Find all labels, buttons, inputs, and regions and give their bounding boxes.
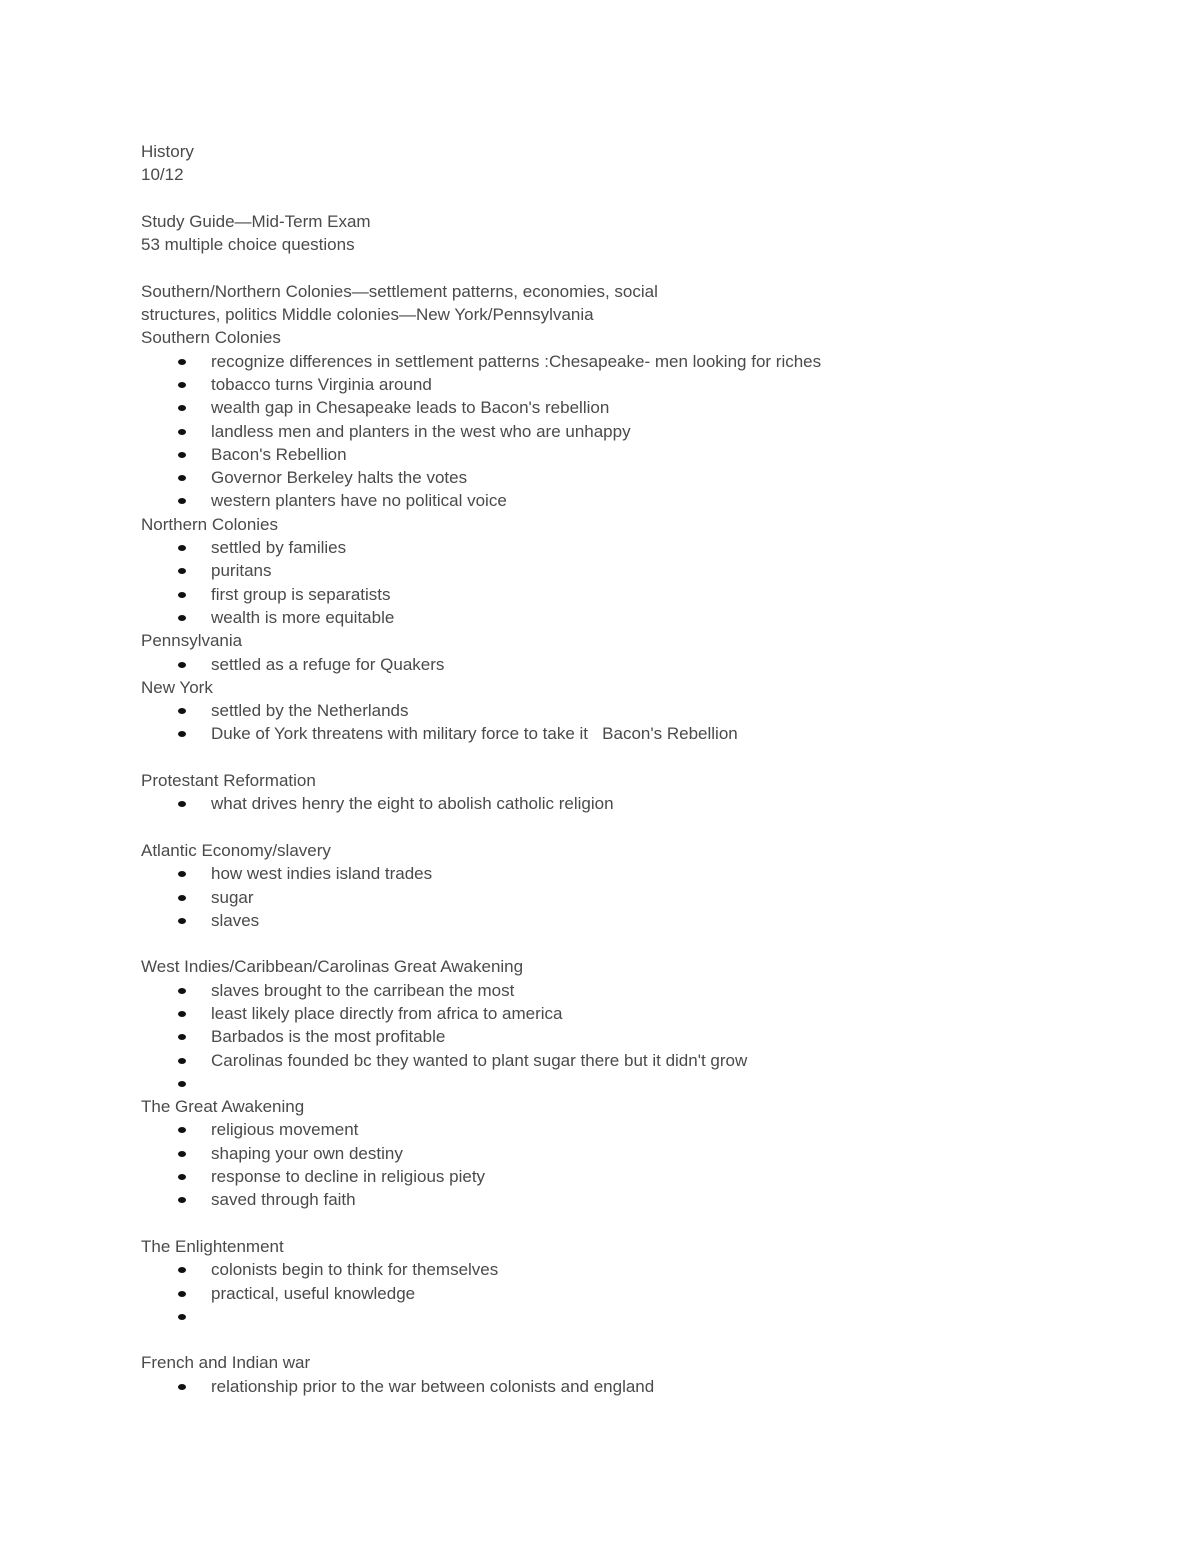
great-awakening-list — [141, 1118, 1101, 1211]
list-item-text: recognize differences in settlement patterns :Chesapeake- men looking for riches — [211, 351, 822, 371]
subject-line: History — [141, 142, 194, 161]
atlantic-economy-list — [141, 862, 1101, 932]
bullet-icon — [178, 1384, 186, 1390]
list-item — [141, 1002, 1101, 1025]
pennsylvania-list — [141, 653, 1101, 676]
bullet-icon — [178, 405, 186, 411]
list-item — [141, 1142, 1101, 1165]
list-item — [141, 420, 1101, 443]
list-item-text: what drives henry the eight to abolish catholic religion — [211, 794, 614, 814]
spacer — [141, 1212, 1101, 1235]
bullet-icon — [178, 1058, 186, 1064]
list-item-text: relationship prior to the war between colonists and england — [211, 1376, 655, 1396]
list-item-text: landless men and planters in the west who are unhappy — [211, 421, 631, 441]
list-item-text: how west indies island trades — [211, 864, 433, 884]
bullet-icon — [178, 359, 186, 365]
new-york-list — [141, 699, 1101, 746]
list-item-empty — [141, 1072, 1101, 1095]
list-item — [141, 489, 1101, 512]
list-item-text: settled by the Netherlands — [211, 701, 409, 721]
list-item — [141, 792, 1101, 815]
list-item — [141, 350, 1101, 373]
enlightenment-list — [141, 1258, 1101, 1328]
section-heading-atlantic-economy: Atlantic Economy/slavery — [141, 840, 331, 860]
spacer — [141, 256, 1101, 279]
section-heading-enlightenment: The Enlightenment — [141, 1236, 284, 1256]
list-item — [141, 1165, 1101, 1188]
list-item — [141, 909, 1101, 932]
list-item-text: religious movement — [211, 1120, 359, 1140]
list-item-text: Carolinas founded bc they wanted to plant sugar there but it didn't grow — [211, 1050, 748, 1070]
list-item — [141, 699, 1101, 722]
french-indian-war-list — [141, 1375, 1101, 1398]
list-item-text: first group is separatists — [211, 584, 391, 604]
spacer — [141, 187, 1101, 210]
list-item — [141, 862, 1101, 885]
list-item — [141, 979, 1101, 1002]
list-item — [141, 559, 1101, 582]
list-item — [141, 1049, 1101, 1072]
section-heading-great-awakening: The Great Awakening — [141, 1097, 305, 1117]
spacer — [141, 1328, 1101, 1351]
list-item-text: slaves brought to the carribean the most — [211, 980, 515, 1000]
list-item-text: least likely place directly from africa to america — [211, 1003, 563, 1023]
bullet-icon — [178, 1127, 186, 1133]
bullet-icon — [178, 475, 186, 481]
list-item — [141, 886, 1101, 909]
spacer — [141, 932, 1101, 955]
bullet-icon — [178, 615, 186, 621]
section-heading-pennsylvania: Pennsylvania — [141, 631, 243, 651]
list-item-text: wealth gap in Chesapeake leads to Bacon's rebellion — [211, 398, 610, 418]
list-item-text: western planters have no political voice — [211, 491, 507, 511]
spacer — [141, 746, 1101, 769]
list-item — [141, 606, 1101, 629]
list-item-text: Duke of York threatens with military force to take it Bacon's Rebellion — [211, 724, 738, 744]
bullet-icon — [178, 1174, 186, 1180]
list-item — [141, 1375, 1101, 1398]
list-item-text: Governor Berkeley halts the votes — [211, 468, 468, 488]
bullet-icon — [178, 1081, 186, 1087]
list-item — [141, 653, 1101, 676]
bullet-icon — [178, 452, 186, 458]
bullet-icon — [178, 662, 186, 668]
list-item — [141, 722, 1101, 745]
list-item — [141, 583, 1101, 606]
northern-colonies-list — [141, 536, 1101, 629]
list-item-text: tobacco turns Virginia around — [211, 374, 432, 394]
bullet-icon — [178, 1314, 186, 1320]
section-heading-french-indian-war: French and Indian war — [141, 1353, 311, 1373]
intro-line-2: structures, politics Middle colonies—New York/Pennsylvania — [141, 305, 594, 325]
list-item — [141, 1258, 1101, 1281]
west-indies-list — [141, 979, 1101, 1095]
section-heading-southern-colonies: Southern Colonies — [141, 328, 281, 348]
section-heading-northern-colonies: Northern Colonies — [141, 514, 279, 534]
bullet-icon — [178, 731, 186, 737]
bullet-icon — [178, 1011, 186, 1017]
list-item — [141, 466, 1101, 489]
list-item-empty — [141, 1305, 1101, 1328]
bullet-icon — [178, 895, 186, 901]
list-item-text: settled as a refuge for Quakers — [211, 654, 445, 674]
section-heading-west-indies: West Indies/Caribbean/Carolinas Great Awakening — [141, 957, 524, 977]
section-heading-new-york: New York — [141, 677, 213, 697]
bullet-icon — [178, 1197, 186, 1203]
list-item-text: Bacon's Rebellion — [211, 444, 347, 464]
bullet-icon — [178, 1267, 186, 1273]
document-page — [141, 140, 1101, 1398]
southern-colonies-list — [141, 350, 1101, 513]
list-item-text: settled by families — [211, 538, 347, 558]
bullet-icon — [178, 545, 186, 551]
list-item-text: puritans — [211, 561, 272, 581]
spacer — [141, 816, 1101, 839]
list-item-text: Barbados is the most profitable — [211, 1027, 446, 1047]
list-item-text: colonists begin to think for themselves — [211, 1260, 499, 1280]
list-item — [141, 1282, 1101, 1305]
bullet-icon — [178, 382, 186, 388]
bullet-icon — [178, 568, 186, 574]
bullet-icon — [178, 871, 186, 877]
list-item — [141, 536, 1101, 559]
question-count: 53 multiple choice questions — [141, 235, 355, 255]
list-item — [141, 1118, 1101, 1141]
bullet-icon — [178, 429, 186, 435]
date-line: 10/12 — [141, 165, 184, 185]
reformation-list — [141, 792, 1101, 815]
bullet-icon — [178, 1151, 186, 1157]
bullet-icon — [178, 1291, 186, 1297]
list-item — [141, 443, 1101, 466]
list-item — [141, 396, 1101, 419]
bullet-icon — [178, 1034, 186, 1040]
bullet-icon — [178, 988, 186, 994]
bullet-icon — [178, 801, 186, 807]
bullet-icon — [178, 498, 186, 504]
bullet-icon — [178, 592, 186, 598]
list-item-text: response to decline in religious piety — [211, 1167, 486, 1187]
list-item-text: slaves — [211, 910, 260, 930]
section-heading-protestant-reformation: Protestant Reformation — [141, 771, 316, 791]
list-item — [141, 373, 1101, 396]
list-item — [141, 1025, 1101, 1048]
list-item-text: practical, useful knowledge — [211, 1283, 416, 1303]
document-title: Study Guide—Mid-Term Exam — [141, 211, 371, 231]
bullet-icon — [178, 708, 186, 714]
list-item-text: wealth is more equitable — [211, 607, 395, 627]
bullet-icon — [178, 918, 186, 924]
intro-line-1: Southern/Northern Colonies—settlement patterns, economies, social — [141, 281, 658, 301]
list-item — [141, 1188, 1101, 1211]
list-item-text: sugar — [211, 887, 254, 907]
list-item-text: saved through faith — [211, 1190, 356, 1210]
list-item-text: shaping your own destiny — [211, 1143, 403, 1163]
